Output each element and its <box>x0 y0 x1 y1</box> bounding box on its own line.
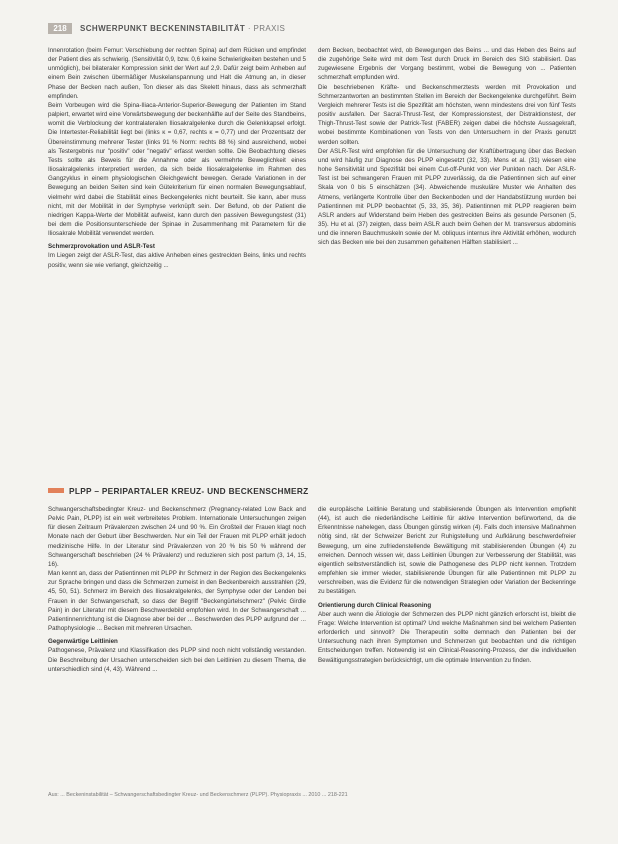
subheading: Gegenwärtige Leitlinien <box>48 638 118 646</box>
paragraph: die europäische Leitlinie Beratung und stabilisierende Übungen als Intervention empfiehlt (44), ist auch die niederländische Leitlinie für aktive Intervention befürwortend, da die Erkenntnisse nahelegen, dass Übungen günstig wirken (4). Falls doch intensive Maßnahmen nötig sind, rät der Schweizer Bericht zur Ruhigstellung und Aufklärung beschwerdefreier Bewegung, um eine zufriedenstellende Bewältigung mit stabilisierenden Übungen (4) zu erreichen. Dennoch wissen wir, dass Leitlinien Übungen zur Verbesserung der Stabilität, was eigentlich selbstverständlich ist, sowie die Pathogenese des PLPP nicht kennen. Trotzdem empfehlen sie immer wieder, stabilisierende Übungen für alle Patientinnen mit PLPP zu verschreiben, was die Evidenz für die notwendigen Strategien oder Variation der Beckenringe zu bestätigen. <box>318 506 576 596</box>
lower-left-column <box>48 505 306 783</box>
header-category: PRAXIS <box>253 24 286 33</box>
paragraph: Aber auch wenn die Ätiologie der Schmerzen des PLPP nicht gänzlich erforscht ist, bleibt die Frage: Welche Intervention ist optimal? Und welche Maßnahmen sind bei welchem Patienten erforderlich und sinnvoll? Die Therapeutin sollte demnach den Patienten bei der Untersuchung nach ihren Symptomen und Schmerzen gut beobachten und die richtigen Entscheidungen treffen. Notwendig ist ein Clinical-Reasoning-Prozess, der die individuellen Bewältigungsstrategien berücksichtigt, um die optimale Intervention zu finden. <box>318 610 576 664</box>
subheading: Schmerzprovokation und ASLR-Test <box>48 243 155 251</box>
paragraph: Pathogenese, Prävalenz und Klassifikation des PLPP sind noch nicht vollständig verstanden. Die Beschreibung der Ursachen unterscheiden sich bei den Leitlinien zu diesem Thema, die unterschiedlich sind (4, 43). Während ... <box>48 647 306 673</box>
lower-right-column <box>318 505 576 783</box>
paragraph: Die beschriebenen Kräfte- und Beckenschmerztests werden mit Provokation und Schmerzantworten an bestimmten Stellen im Bereich der Beckengelenke durchgeführt. Beim Vergleich mehrerer Tests ist die Spezifität am höchsten, wenn mindestens drei von fünf Tests positiv ausfallen. Der Sacral-Thrust-Test, der Kompressionstest, der Distraktionstest, der Thigh-Thrust-Test sowie der Patrick-Test (FABER) zeigen dabei die höchste Aussagekraft, wobei bestimmte Kombinationen von Tests von den Untersuchern in der Praxis genutzt werden sollten. <box>318 83 576 146</box>
paragraph: Schwangerschaftsbedingter Kreuz- und Beckenschmerz (Pregnancy-related Low Back and Pelvic Pain, PLPP) ist ein weit verbreitetes Problem. Internationale Untersuchungen zeigen für diesen Zeitraum Prävalenzen zwischen 24 und 90 %. Ein Großteil der Frauen klagt noch Monate nach der Geburt über Beschwerden. Nur ein Teil der Frauen mit PLPP erhält jedoch medizinische Hilfe. In der Literatur sind Prävalenzen von 20 % bis 50 % während der Schwangerschaft beschrieben (24 % Prävalenz) und reduzieren sich post partum (3, 14, 15, 16). <box>48 506 306 568</box>
running-header <box>80 23 285 34</box>
paragraph: Beim Vorbeugen wird die Spina-Iliaca-Anterior-Superior-Bewegung der Patienten im Stand palpiert, erwartet wird eine Vorwärtsbewegung der beckenhälfte auf der Seite des Standbeins, womit die Verblockung der kontralateralen Iliosakralgelenke durch die Gelenkkapsel erfolgt. Die Intertester-Reliabilität liegt bei (links κ = 0,67, rechts κ = 0,77) und der Prozentsatz der Übereinstimmung mehrerer Tester (links 91 % Norm: rechts 88 %) sind ausreichend, wobei als Testergebnis nur "positiv" oder "negativ" erfasst werden sollte. Die Beobachtung dieses Tests sollte als Beweis für die Annahme oder als vermehrte Beweglichkeit eines Iliosakralgelenks interpretiert werden, da sich beide Iliosakralgelenke im Rahmen des Gangzyklus in einem physiologischen Gleichgewicht bewegen. Gerade Variationen in der Bewegung an beiden Seiten sind kein Gütekriterium für einen normalen Bewegungsablauf, vielmehr wird dabei die Stabilität eines Beckengelenks nicht beurteilt. Sie kann, aber muss nicht, mit der Mobilität in der Symphyse verknüpft sein. Der Befund, ob der Patient die niedrigen Kappa-Werte der Mobilität aufweist, kann durch den passiven Bewegungstest (31) bei dem die Positionsunterschiede der Spinae in Zusammenhang mit Parametern für die Iliosakrale Mobilität verwendet werden. <box>48 101 306 238</box>
footer-citation: Aus: ... Beckeninstabilität – Schwangerschaftsbedingter Kreuz- und Beckenschmerz (PLPP). Physiopraxis ... 2010 ... 218-221 <box>48 792 348 798</box>
page-number: 218 <box>48 23 72 34</box>
paragraph: Im Liegen zeigt der ASLR-Test, das aktive Anheben eines gestreckten Beins, links und rechts positiv, wenn sie wie verlangt, gleichzeitig ... <box>48 252 306 269</box>
paragraph: Man kennt an, dass der Patientinnen mit PLPP ihr Schmerz in der Region des Beckengelenks zur Sprache bringen und dass die Schmerzen zumeist in den Beckenbereich ausstrahlen (29, 45, 50, 51). Schmerz im Bereich des Iliosakralgelenks, der Symphyse oder der Lenden bei Frauen in der Schwangerschaft, so dass der Begriff "Beckengürtelschmerz" (Pelvic Girdle Pain) in der Literatur mit diesem Beschwerdebild empfohlen wird. In der Schwangerschaft ... Patientinnenrichtung ist die Diagnose aber bei der ... Beschwerden des PLPP aufgrund der ... Pathophysiologie ... Becken mit mehreren Ursachen. <box>48 570 306 633</box>
upper-right-column <box>318 46 576 476</box>
paragraph: Der ASLR-Test wird empfohlen für die Untersuchung der Kraftübertragung über das Becken und wird häufig zur Diagnose des PLPP eingesetzt (32, 33). Mens et al. (31) wiesen eine hohe Sensitivität und Spezifität bei einem Cut-off-Punkt von vier Punkten nach. Der ASLR-Test ist bei schwangeren Frauen mit PLPP zuverlässig, da die Patientinnen sich auf einer Skala von 0 bis 5 einschätzen (34). Abweichende muskuläre Muster wie Anhalten des Atmens, verlängerte Kontrolle über den Beckenboden und der Handabstützung wurden bei Patientinnen mit PLPP beobachtet (5, 33, 35, 36). Patientinnen mit PLPP reagieren beim ASLR anders auf Widerstand beim Heben des gestreckten Beins als gesunde Personen (5, 35). Hu et al. (37) zeigten, dass beim ASLR auch beim Gehen der M. transversus abdominis und die inneren Bauchmuskeln sowie der M. obliquus internus ihre Aktivität erhöhen, wodurch sich das Becken wie bei den zusammen gehaltenen Hälften stabilisiert ... <box>318 147 576 247</box>
paragraph: Innenrotation (beim Femur: Verschiebung der rechten Spina) auf dem Rücken und empfindet der Patient dies als schwierig. (Sensitivität 0,9, bzw. 0,6 keine Schwierigkeiten bestehen und 5 unmöglich), bei bilateraler Kompression sinkt der Wert auf 2,9. Dafür zeigt beim Anheben auf einem Bein zwischen übermäßiger Muskelanspannung und Halt die Atmung an, in dieser Phase der Becken nach außen, Ton dieser als das Skelett hinaus, dass als schmerzhaft empfinden. <box>48 47 306 100</box>
section-title <box>48 486 309 496</box>
subheading: Orientierung durch Clinical Reasoning <box>318 601 432 609</box>
upper-left-column <box>48 46 306 476</box>
section-marker <box>48 488 64 493</box>
section-title-text: PLPP – PERIPARTALER KREUZ- UND BECKENSCHMERZ <box>69 486 309 496</box>
header-section: SCHWERPUNKT BECKENINSTABILITÄT <box>80 24 246 33</box>
header-separator: · <box>247 24 251 33</box>
paragraph: dem Becken, beobachtet wird, ob Bewegungen des Beins ... und das Heben des Beins auf die zugehörige Seite wird mit dem Test durch Druck im Bereich des SIG stabilisiert. Das zugewiesene Ergebnis der Vorgang bestimmt, wobei die Bewegung von ... Patienten schmerzhaft empfunden wird. <box>318 47 576 82</box>
